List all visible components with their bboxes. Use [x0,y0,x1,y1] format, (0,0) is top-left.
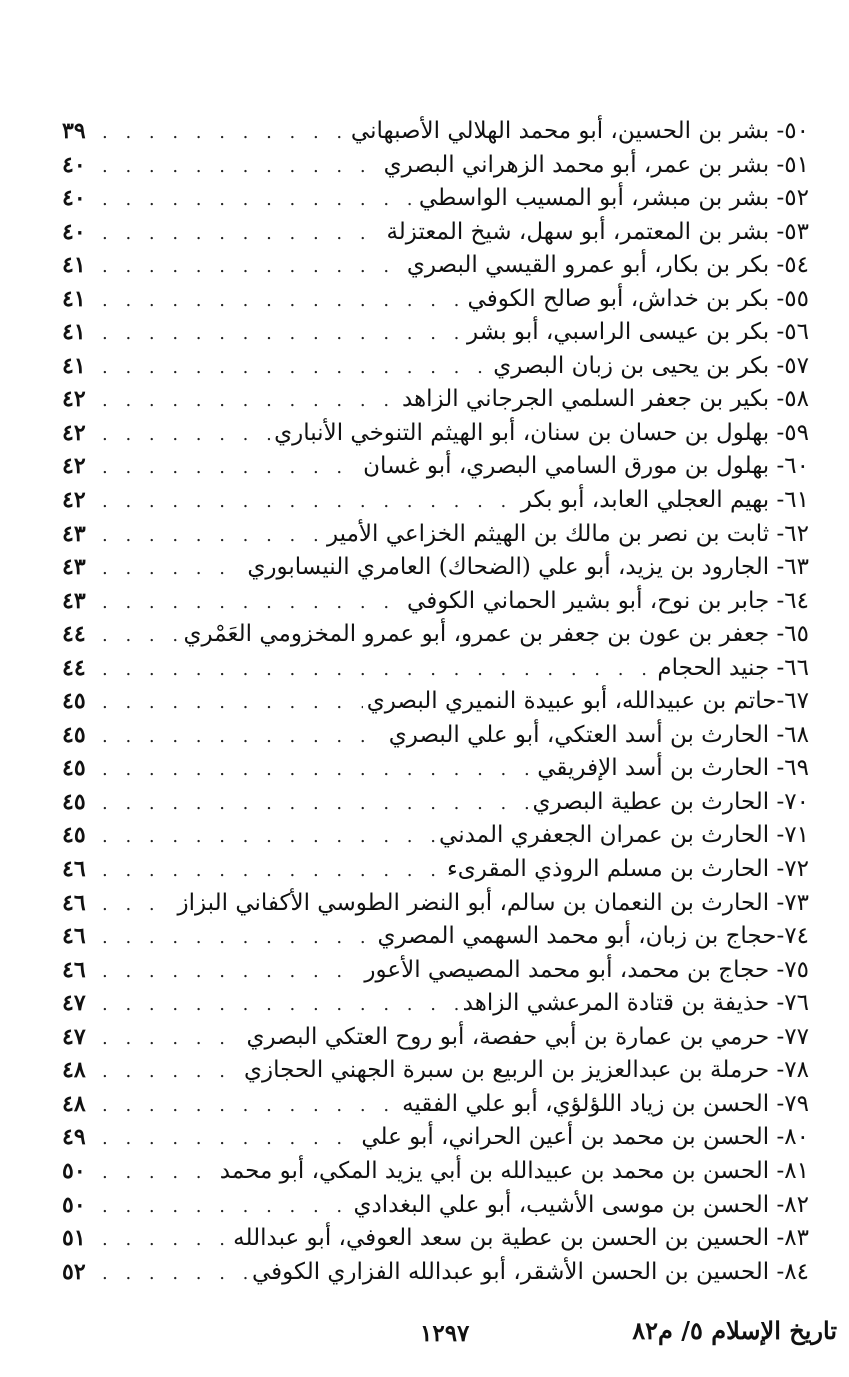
entry-title: ٥٨- بكير بن جعفر السلمي الجرجاني الزاهد [401,386,809,413]
toc-entry [62,618,809,652]
entry-page-number: ٤٣ [62,554,86,581]
dot-leader [102,451,359,485]
dot-leader [102,753,533,787]
entry-title: ٦٥- جعفر بن عون بن جعفر بن عمرو، أبو عمرو المخزومي العَمْري [183,621,809,648]
toc-entry [62,719,809,753]
entry-page-number: ٤٥ [62,755,86,782]
entry-title: ٥١- بشر بن عمر، أبو محمد الزهراني البصري [383,151,809,178]
toc-entry [62,1155,809,1189]
dot-leader [102,150,380,184]
dot-leader [102,720,385,754]
dot-leader [102,418,270,452]
toc-entry [62,316,809,350]
entry-page-number: ٤٣ [62,520,86,547]
entry-page-number: ٥٢ [62,1258,86,1285]
dot-leader [102,1156,216,1190]
dot-leader [102,1190,349,1224]
entry-page-number: ٤٢ [62,487,86,514]
dot-leader [102,284,464,318]
toc-entry [62,149,809,183]
entry-page-number: ٤٤ [62,621,86,648]
entry-page-number: ٤٠ [62,218,86,245]
entry-title: ٧٥- حجاج بن محمد، أبو محمد المصيصي الأعور [364,956,809,983]
dot-leader [102,854,443,888]
dot-leader [102,955,360,989]
entry-page-number: ٤٦ [62,923,86,950]
entry-page-number: ٤٤ [62,654,86,681]
toc-entry [62,484,809,518]
toc-entry [62,585,809,619]
entry-title: ٥٤- بكر بن بكار، أبو عمرو القيسي البصري [406,252,809,279]
toc-entry [62,685,809,719]
dot-leader [102,1257,248,1291]
toc-entry [62,652,809,686]
dot-leader [102,217,382,251]
toc-entry [62,350,809,384]
dot-leader [102,921,373,955]
entry-title: ٥٢- بشر بن مبشر، أبو المسيب الواسطي [418,185,809,212]
entry-title: ٦١- بهيم العجلي العابد، أبو بكر [520,487,809,514]
dot-leader [102,183,415,217]
toc-entry [62,819,809,853]
toc-entry [62,752,809,786]
entry-title: ٨٣- الحسين بن الحسن بن عطية بن سعد العوفي، أبو عبدالله [233,1225,809,1252]
entry-page-number: ٣٩ [62,118,86,144]
toc-entry [62,249,809,283]
dot-leader [102,820,435,854]
toc-entry [62,987,809,1021]
dot-leader [102,384,398,418]
dot-leader [102,653,653,687]
entry-page-number: ٤١ [62,252,86,279]
entry-title: ٦٦- جنيد الحجام [657,654,809,681]
dot-leader [102,888,173,922]
toc-entry [62,920,809,954]
dot-leader [102,1223,229,1257]
toc-entry [62,1054,809,1088]
entry-title: ٧٣- الحارث بن النعمان بن سالم، أبو النضر الطوسي الأكفاني البزاز [177,889,809,916]
page-number: ١٢٩٧ [420,1320,470,1347]
entry-title: ٥٦- بكر بن عيسى الراسبي، أبو بشر [467,319,809,346]
entry-page-number: ٤٠ [62,185,86,212]
toc-entry [62,450,809,484]
entry-title: ٦٣- الجارود بن يزيد، أبو علي (الضحاك) العامري النيسابوري [247,554,809,581]
entry-title: ٨٢- الحسن بن موسى الأشيب، أبو علي البغدادي [353,1191,809,1218]
entry-title: ٧٦- حذيفة بن قتادة المرعشي الزاهد [462,990,809,1017]
toc-entry [62,216,809,250]
entry-title: ٧٧- حرمي بن عمارة بن أبي حفصة، أبو روح العتكي البصري [246,1023,809,1050]
entry-title: ٦٧-حاتم بن عبيدالله، أبو عبيدة النميري البصري [366,688,809,715]
dot-leader [102,1055,240,1089]
dot-leader [102,485,517,519]
entry-page-number: ٤٢ [62,419,86,446]
dot-leader [102,586,403,620]
entry-page-number: ٤١ [62,319,86,346]
entry-title: ٦٤- جابر بن نوح، أبو بشير الحماني الكوفي [407,587,809,614]
entry-title: ٥٧- بكر بن يحيى بن زبان البصري [493,352,809,379]
entry-page-number: ٤٦ [62,856,86,883]
dot-leader [102,686,363,720]
dot-leader [102,619,180,653]
dot-leader [102,1089,398,1123]
entry-title: ٥٥- بكر بن خداش، أبو صالح الكوفي [467,285,809,312]
toc-entry [62,1121,809,1155]
entry-page-number: ٤٠ [62,151,86,178]
dot-leader [102,787,529,821]
entry-title: ٥٩- بهلول بن حسان بن سنان، أبو الهيثم التنوخي الأنباري [274,419,809,446]
toc-entry [62,853,809,887]
toc-entry [62,551,809,585]
entry-page-number: ٤٩ [62,1124,86,1151]
toc-entry [62,1222,809,1256]
dot-leader [102,1022,242,1056]
entry-page-number: ٤٧ [62,1023,86,1050]
book-reference: تاريخ الإسلام ٥/ م٨٢ [632,1316,837,1345]
toc-entry [62,182,809,216]
entry-title: ٨١- الحسن بن محمد بن عبيدالله بن أبي يزيد المكي، أبو محمد [219,1157,809,1184]
entry-page-number: ٤١ [62,352,86,379]
table-of-contents [62,115,809,1289]
toc-entry [62,115,809,149]
toc-entry [62,1189,809,1223]
entry-page-number: ٤٥ [62,788,86,815]
toc-entry [62,1088,809,1122]
entry-page-number: ٤٥ [62,721,86,748]
entry-page-number: ٤٥ [62,822,86,849]
entry-title: ٦٠- بهلول بن مورق السامي البصري، أبو غسان [363,453,809,480]
entry-page-number: ٤٦ [62,956,86,983]
entry-page-number: ٤٨ [62,1057,86,1084]
entry-title: ٨٠- الحسن بن محمد بن أعين الحراني، أبو علي [361,1124,809,1151]
dot-leader [102,988,459,1022]
toc-entry [62,887,809,921]
toc-entry [62,1021,809,1055]
toc-entry [62,954,809,988]
entry-page-number: ٤٦ [62,889,86,916]
entry-title: ٦٢- ثابت بن نصر بن مالك بن الهيثم الخزاعي الأمير [326,520,809,547]
dot-leader [102,1122,357,1156]
toc-entry [62,1256,809,1290]
entry-page-number: ٤١ [62,285,86,312]
toc-entry [62,283,809,317]
entry-page-number: ٥٠ [62,1157,86,1184]
toc-entry [62,417,809,451]
entry-page-number: ٤٢ [62,386,86,413]
dot-leader [102,317,463,351]
entry-title: ٧٤-حجاج بن زبان، أبو محمد السهمي المصري [377,923,809,950]
dot-leader [102,250,403,284]
dot-leader [102,552,243,586]
entry-page-number: ٤٣ [62,587,86,614]
toc-entry [62,786,809,820]
entry-title: ٧٨- حرملة بن عبدالعزيز بن الربيع بن سبرة الجهني الحجازي [244,1057,809,1084]
toc-entry [62,383,809,417]
entry-page-number: ٤٧ [62,990,86,1017]
entry-title: ٧٢- الحارث بن مسلم الروذي المقرىء [446,856,809,883]
entry-title: ٥٠- بشر بن الحسين، أبو محمد الهلالي الأصبهاني [350,118,809,144]
dot-leader [102,519,323,553]
entry-page-number: ٤٨ [62,1090,86,1117]
entry-page-number: ٤٥ [62,688,86,715]
entry-page-number: ٥٠ [62,1191,86,1218]
toc-entry [62,518,809,552]
dot-leader [102,116,347,150]
entry-title: ٦٩- الحارث بن أسد الإفريقي [537,755,809,782]
entry-title: ٥٣- بشر بن المعتمر، أبو سهل، شيخ المعتزلة [386,218,809,245]
entry-page-number: ٤٢ [62,453,86,480]
entry-title: ٧١- الحارث بن عمران الجعفري المدني [439,822,809,849]
entry-title: ٧٩- الحسن بن زياد اللؤلؤي، أبو علي الفقيه [402,1090,809,1117]
entry-title: ٧٠- الحارث بن عطية البصري [532,788,809,815]
entry-title: ٦٨- الحارث بن أسد العتكي، أبو علي البصري [388,721,809,748]
dot-leader [102,351,489,385]
entry-title: ٨٤- الحسين بن الحسن الأشقر، أبو عبدالله الفزاري الكوفي [251,1258,809,1285]
entry-page-number: ٥١ [62,1225,86,1252]
